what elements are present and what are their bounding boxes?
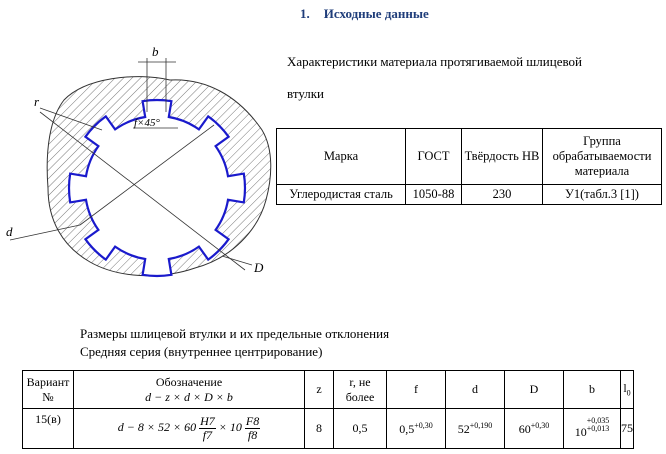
label-d: d [6, 224, 13, 239]
cell-d [446, 409, 505, 449]
header-designation-line1: Обозначение [155, 374, 223, 389]
cell-machinability-group: У1(табл.3 [1]) [543, 185, 662, 205]
header-designation [74, 371, 305, 409]
b-value [575, 417, 610, 440]
D-tolerance: +0,30 [530, 420, 550, 430]
label-b: b [152, 44, 159, 59]
section-heading [300, 6, 429, 22]
frac2-denominator: f8 [247, 428, 258, 442]
fraction-f8-f8 [245, 415, 260, 441]
b-upper-tolerance: +0,035 [586, 415, 610, 425]
cell-variant: 15(в) [23, 409, 74, 449]
d-base: 52 [457, 421, 470, 436]
frac1-numerator: H7 [200, 414, 215, 429]
header-D: D [505, 371, 564, 409]
header-hardness: Твёрдость НВ [462, 129, 543, 185]
header-b: b [564, 371, 621, 409]
sizes-caption-line1: Размеры шлицевой втулки и их предельные отклонения [80, 326, 390, 341]
label-fx45: f×45° [134, 117, 160, 129]
cell-r: 0,5 [334, 409, 387, 449]
header-d: d [446, 371, 505, 409]
frac1-denominator: f7 [202, 428, 213, 442]
header-l0-sub: 0 [626, 388, 631, 398]
header-machinability-group: Группа обрабатываемости материала [543, 129, 662, 185]
cell-grade: Углеродистая сталь [277, 185, 406, 205]
label-D: D [254, 260, 264, 275]
cell-z: 8 [305, 409, 334, 449]
sizes-caption-line2: Средняя серия (внутреннее центрирование) [80, 344, 323, 359]
f-base: 0,5 [399, 421, 415, 436]
dimensions-table [22, 370, 634, 449]
cell-l0: 75 [621, 409, 634, 449]
label-r: r [34, 94, 40, 109]
formula-mid: × 10 [218, 420, 242, 435]
cell-D [505, 409, 564, 449]
header-z: z [305, 371, 334, 409]
cell-hardness: 230 [462, 185, 543, 205]
heading-title: Исходные данные [323, 6, 429, 21]
f-tolerance: +0,30 [414, 420, 433, 430]
cell-designation [74, 409, 305, 449]
D-base: 60 [518, 421, 531, 436]
header-grade: Марка [277, 129, 406, 185]
header-r: r, не более [334, 371, 387, 409]
frac2-numerator: F8 [245, 414, 260, 429]
header-gost: ГОСТ [406, 129, 462, 185]
cell-b [564, 409, 621, 449]
b-base: 10 [574, 425, 587, 440]
material-table [276, 128, 662, 205]
header-f: f [387, 371, 446, 409]
d-tolerance: +0,190 [469, 420, 493, 430]
fraction-h7-f7 [199, 415, 216, 441]
header-variant: Вариант № [23, 371, 74, 409]
heading-number: 1. [300, 6, 310, 21]
spline-bushing-drawing [0, 40, 280, 280]
header-l0: $l_0$ [621, 371, 634, 409]
cell-gost: 1050-88 [406, 185, 462, 205]
cell-f [387, 409, 446, 449]
formula-prefix: d − 8 × 52 × 60 [117, 420, 197, 435]
b-lower-tolerance: +0,013 [586, 424, 610, 434]
material-caption-line2: втулки [287, 86, 325, 101]
header-designation-line2: d − z × d × D × b [145, 389, 233, 404]
material-caption-line1: Характеристики материала протягиваемой шлицевой [287, 54, 582, 69]
